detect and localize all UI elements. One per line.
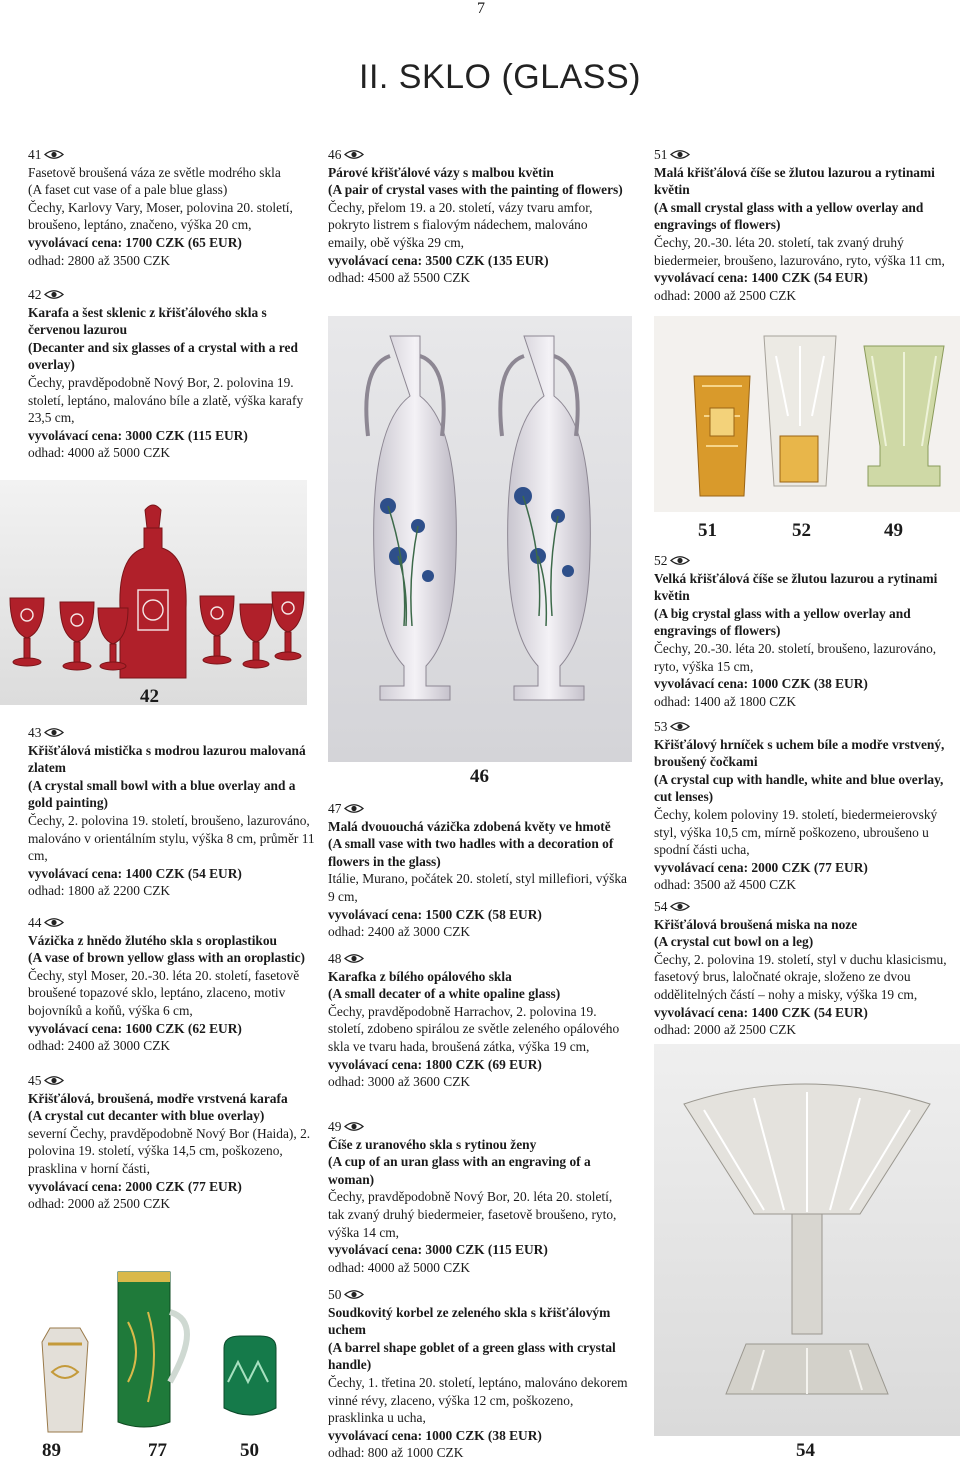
lot-title-en: (A crystal small bowl with a blue overlay and a gold painting) [28, 777, 296, 811]
lot-estimate: odhad: 4500 až 5500 CZK [328, 270, 471, 286]
lot-52 [654, 552, 960, 710]
lot-description: Čechy, přelom 19. a 20. století, vázy tvaru amfor, pokryto listrem s fialovým nádechem, malováno emaily, obě výška 29 cm, [328, 199, 593, 250]
lot-description: Čechy, Karlovy Vary, Moser, polovina 20. století, broušeno, leptáno, značeno, výška 20 cm, [28, 199, 293, 233]
eye-icon[interactable] [344, 1289, 364, 1300]
lot-53 [654, 718, 960, 894]
eye-icon[interactable] [344, 149, 364, 160]
lot-title-en: (A big crystal glass with a yellow overlay and engravings of flowers) [654, 605, 911, 639]
lot-description: Čechy, pravděpodobně Nový Bor, 20. léta 20. století, tak zvaný druhý biedermeier, fasetově broušeno, ryto, výška 14 cm, [328, 1189, 617, 1240]
lot-title-cz: Křišťálová mistička s modrou lazurou malovaná zlatem [28, 742, 306, 776]
lot-title-cz: Číše z uranového skla s rytinou ženy [328, 1136, 537, 1152]
lot-54 [654, 898, 960, 1039]
lot-price: vyvolávací cena: 3500 CZK (135 EUR) [328, 252, 549, 268]
lot-price: vyvolávací cena: 1000 CZK (38 EUR) [328, 1427, 542, 1443]
lot-title-cz: Křišťálová broušená miska na noze [654, 916, 858, 932]
photo-lots-89-77-50 [28, 1232, 300, 1442]
lot-price: vyvolávací cena: 1000 CZK (38 EUR) [654, 676, 868, 692]
lot-title-cz: Malá křišťálová číše se žlutou lazurou a rytinami květin [654, 164, 935, 198]
lot-estimate: odhad: 1400 až 1800 CZK [654, 693, 797, 709]
lot-description: Čechy, pravděpodobně Nový Bor, 2. polovina 19. století, leptáno, malováno bíle a zlatě, výška karafy 23,5 cm, [28, 374, 304, 426]
lot-estimate: odhad: 3500 až 4500 CZK [654, 877, 797, 893]
lot-46 [328, 146, 628, 287]
lot-description: Čechy, 2. polovina 19. století, broušeno, lazurováno, malováno v orientálním stylu, výška 8 cm, průměr 11 cm, [28, 812, 315, 864]
lot-number: 47 [328, 801, 342, 816]
lot-42 [28, 286, 316, 462]
photo-caption: 52 [792, 520, 811, 541]
lot-title-cz: Křišťálová, broušená, modře vrstvená karafa [28, 1090, 288, 1106]
lot-estimate: odhad: 2000 až 2500 CZK [28, 1196, 171, 1212]
photo-caption: 54 [796, 1440, 815, 1460]
lot-title-en: (A vase of brown yellow glass with an oroplastic) [28, 950, 305, 966]
photo-caption: 51 [698, 520, 717, 541]
lot-estimate: odhad: 4000 až 5000 CZK [28, 445, 171, 461]
lot-number: 41 [28, 147, 42, 162]
lot-41 [28, 146, 316, 269]
lot-price: vyvolávací cena: 1600 CZK (62 EUR) [28, 1020, 242, 1036]
lot-estimate: odhad: 1800 až 2200 CZK [28, 883, 171, 899]
lot-price: vyvolávací cena: 1400 CZK (54 EUR) [654, 1004, 868, 1020]
lot-44 [28, 914, 316, 1055]
lot-number: 49 [328, 1119, 342, 1134]
lot-description: Čechy, styl Moser, 20.-30. léta 20. století, fasetově broušené topazové sklo, leptáno, zlaceno, motiv bojovníků a koňů, výška 6 cm, [28, 967, 300, 1018]
yellow-glasses-image [654, 316, 960, 512]
lot-title-en: (A crystal cup with handle, white and blue overlay, cut lenses) [654, 771, 944, 805]
photo-caption: 89 [42, 1440, 61, 1460]
eye-icon[interactable] [670, 149, 690, 160]
photo-lots-51-52-49 [654, 316, 960, 512]
lot-estimate: odhad: 2400 až 3000 CZK [28, 1038, 171, 1054]
eye-icon[interactable] [44, 727, 64, 738]
lot-estimate: odhad: 2400 až 3000 CZK [328, 924, 471, 940]
cut-bowl-image [654, 1044, 960, 1436]
eye-icon[interactable] [344, 1121, 364, 1132]
lot-title-cz: Karafa a šest sklenic z křišťálového skla s červenou lazurou [28, 304, 267, 338]
lot-description: Čechy, 1. třetina 20. století, leptáno, malováno dekorem vinné révy, zlaceno, výška 12 cm, poškozeno, prasklinka u ucha, [328, 1374, 628, 1426]
eye-icon[interactable] [670, 721, 690, 732]
lot-description: Čechy, 2. polovina 19. století, styl v duchu klasicismu, fasetový brus, laločnaté okraje, složeno ze dvou oddělitelných částí – nohy a misky, výška 19 cm, [654, 951, 947, 1002]
lot-48 [328, 950, 628, 1091]
lot-title-cz: Párové křišťálové vázy s malbou květin [328, 164, 554, 180]
lot-description: Čechy, pravděpodobně Harrachov, 2. polovina 19. století, zdobeno spirálou ze světle zeleného opálového skla ve tvaru hada, broušená zátka, výška 19 cm, [328, 1003, 620, 1054]
painted-vases-image [328, 316, 632, 762]
lot-estimate: odhad: 2800 až 3500 CZK [28, 252, 171, 268]
lot-price: vyvolávací cena: 1800 CZK (69 EUR) [328, 1056, 542, 1072]
lot-45 [28, 1072, 316, 1213]
lot-title-cz: Velká křišťálová číše se žlutou lazurou a rytinami květin [654, 570, 938, 604]
lot-title-cz: Vázička z hnědo žlutého skla s oroplastikou [28, 932, 278, 948]
lot-estimate: odhad: 2000 až 2500 CZK [654, 1022, 797, 1038]
photo-caption: 46 [470, 766, 489, 787]
lot-number: 51 [654, 147, 668, 162]
lot-price: vyvolávací cena: 1700 CZK (65 EUR) [28, 234, 242, 250]
lot-title-en: (A faset cut vase of a pale blue glass) [28, 182, 228, 198]
lot-number: 42 [28, 287, 42, 302]
lot-description: Itálie, Murano, počátek 20. století, styl millefiori, výška 9 cm, [328, 871, 627, 904]
lot-estimate: odhad: 4000 až 5000 CZK [328, 1259, 471, 1275]
lot-title-en: (Decanter and six glasses of a crystal with a red overlay) [28, 339, 298, 373]
lot-estimate: odhad: 3000 až 3600 CZK [328, 1074, 471, 1090]
eye-icon[interactable] [44, 149, 64, 160]
lot-price: vyvolávací cena: 2000 CZK (77 EUR) [654, 859, 868, 875]
photo-caption: 42 [140, 686, 159, 707]
lot-description: Čechy, 20.-30. léta 20. století, tak zvaný druhý biedermeier, broušeno, lazurováno, ryto, výška 11 cm, [654, 234, 945, 268]
lot-estimate: odhad: 2000 až 2500 CZK [654, 287, 797, 303]
lot-49 [328, 1118, 628, 1276]
lot-title-cz: Křišťálový hrníček s uchem bíle a modře vrstvený, broušený čočkami [654, 736, 945, 770]
lot-price: vyvolávací cena: 1500 CZK (58 EUR) [328, 906, 542, 922]
lot-43 [28, 724, 316, 900]
lot-title-en: (A small decater of a white opaline glass) [328, 986, 561, 1002]
lot-title-en: (A crystal cut bowl on a leg) [654, 934, 814, 950]
lot-number: 43 [28, 725, 42, 740]
eye-icon[interactable] [670, 901, 690, 912]
lot-title-cz: Karafka z bílého opálového skla [328, 968, 512, 984]
lot-title-en: (A cup of an uran glass with an engraving of a woman) [328, 1154, 591, 1187]
page-number: 7 [477, 0, 485, 17]
lot-title-en: (A barrel shape goblet of a green glass with crystal handle) [328, 1339, 616, 1373]
eye-icon[interactable] [44, 1075, 64, 1086]
small-glasses-image [28, 1232, 300, 1442]
lot-number: 45 [28, 1073, 42, 1088]
chapter-title: II. SKLO (GLASS) [359, 58, 641, 96]
lot-title-cz: Soudkovitý korbel ze zeleného skla s křišťálovým uchem [328, 1304, 611, 1338]
photo-caption: 49 [884, 520, 903, 541]
lot-estimate: odhad: 800 až 1000 CZK [328, 1445, 464, 1460]
lot-title-en: (A crystal cut decanter with blue overlay) [28, 1108, 265, 1124]
lot-47 [328, 800, 628, 941]
photo-lot-54 [654, 1044, 960, 1436]
photo-lot-46 [328, 316, 632, 762]
lot-price: vyvolávací cena: 3000 CZK (115 EUR) [328, 1242, 548, 1258]
lot-title-en: (A small crystal glass with a yellow overlay and engravings of flowers) [654, 199, 924, 233]
lot-number: 46 [328, 147, 342, 162]
eye-icon[interactable] [670, 555, 690, 566]
eye-icon[interactable] [344, 803, 364, 814]
lot-title-en: (A small vase with two hadles with a decoration of flowers in the glass) [328, 836, 614, 869]
lot-number: 52 [654, 553, 668, 568]
lot-description: Čechy, 20.-30. léta 20. století, broušeno, lazurováno, ryto, výška 15 cm, [654, 640, 937, 674]
lot-description: Čechy, kolem poloviny 19. století, biedermeierovský styl, výška 10,5 cm, mírně poškozeno, ubroušeno u spodní části ucha, [654, 806, 938, 858]
photo-caption: 50 [240, 1440, 259, 1460]
lot-price: vyvolávací cena: 1400 CZK (54 EUR) [28, 865, 242, 881]
lot-description: severní Čechy, pravděpodobně Nový Bor (Haida), 2. polovina 19. století, výška 14,5 cm, poškozeno, prasklina v horní části, [28, 1125, 311, 1176]
decanter-glasses-image [0, 480, 307, 705]
eye-icon[interactable] [344, 953, 364, 964]
eye-icon[interactable] [44, 917, 64, 928]
lot-50 [328, 1286, 628, 1460]
lot-price: vyvolávací cena: 3000 CZK (115 EUR) [28, 427, 248, 443]
lot-title-en: (A pair of crystal vases with the painting of flowers) [328, 182, 623, 198]
photo-lot-42 [0, 480, 307, 705]
lot-title-cz: Fasetově broušená váza ze světle modrého skla [28, 164, 281, 180]
lot-price: vyvolávací cena: 2000 CZK (77 EUR) [28, 1178, 242, 1194]
lot-number: 44 [28, 915, 42, 930]
lot-price: vyvolávací cena: 1400 CZK (54 EUR) [654, 270, 868, 286]
photo-caption: 77 [148, 1440, 167, 1460]
lot-number: 54 [654, 899, 668, 914]
lot-number: 53 [654, 719, 668, 734]
lot-number: 48 [328, 951, 342, 966]
lot-51 [654, 146, 960, 304]
lot-title-cz: Malá dvououchá vázička zdobená květy ve hmotě [328, 818, 611, 834]
lot-number: 50 [328, 1287, 342, 1302]
eye-icon[interactable] [44, 289, 64, 300]
